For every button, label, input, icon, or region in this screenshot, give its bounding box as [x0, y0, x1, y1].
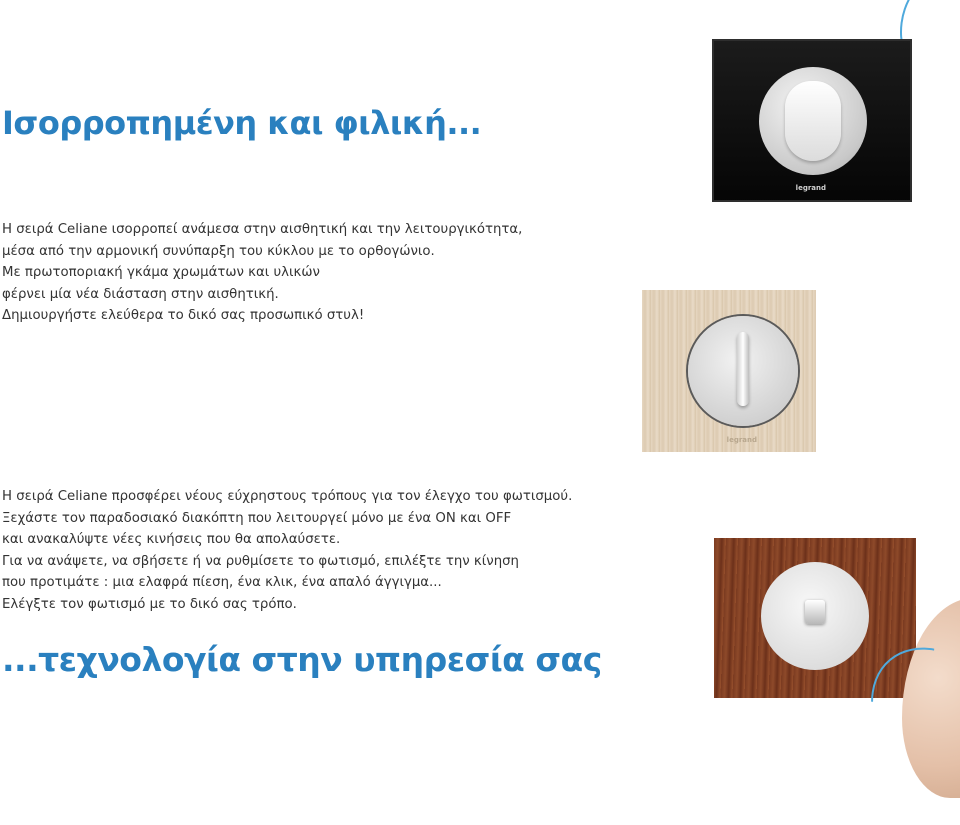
control-line: και ανακαλύψτε νέες κινήσεις που θα απολαύσετε.	[2, 532, 341, 547]
toggle-knob	[805, 600, 825, 624]
control-line: Η σειρά Celiane προσφέρει νέους εύχρηστους τρόπους για τον έλεγχο του φωτισμού.	[2, 489, 573, 504]
control-line: Για να ανάψετε, να σβήσετε ή να ρυθμίσετε το φωτισμό, επιλέξτε την κίνηση	[2, 553, 519, 569]
intro-line: Η σειρά Celiane ισορροπεί ανάμεσα στην αισθητική και την λειτουργικότητα,	[2, 222, 523, 237]
brand-logo: legrand	[726, 436, 757, 444]
control-line: που προτιμάτε : μια ελαφρά πίεση, ένα κλικ, ένα απαλό άγγιγμα...	[2, 575, 442, 590]
wood-switch-plate-image	[642, 290, 816, 452]
switch-rose	[761, 562, 869, 670]
intro-line: Με πρωτοποριακή γκάμα χρωμάτων και υλικών	[2, 265, 320, 280]
control-line: Ελέγξτε τον φωτισμό με το δικό σας τρόπο.	[2, 596, 297, 612]
switch-rose	[759, 67, 867, 175]
intro-line: μέσα από την αρμονική συνύπαρξη του κύκλου με το ορθογώνιο.	[2, 243, 435, 259]
switch-rose	[688, 316, 798, 426]
heading-balanced-friendly: Ισορροπημένη και φιλική...	[2, 104, 482, 142]
intro-paragraph	[2, 219, 522, 327]
heading-technology-service: ...τεχνολογία στην υπηρεσία σας	[2, 640, 602, 679]
rocker-switch	[785, 81, 841, 161]
control-paragraph	[2, 486, 572, 615]
control-line: Ξεχάστε τον παραδοσιακό διακόπτη που λειτουργεί μόνο με ένα ON και OFF	[2, 510, 512, 526]
black-switch-plate-image	[712, 39, 912, 202]
intro-line: Δημιουργήστε ελεύθερα το δικό σας προσωπικό στυλ!	[2, 308, 365, 323]
brand-logo: legrand	[795, 184, 826, 192]
intro-line: φέρνει μία νέα διάσταση στην αισθητική.	[2, 286, 279, 302]
lever-switch	[737, 332, 749, 406]
